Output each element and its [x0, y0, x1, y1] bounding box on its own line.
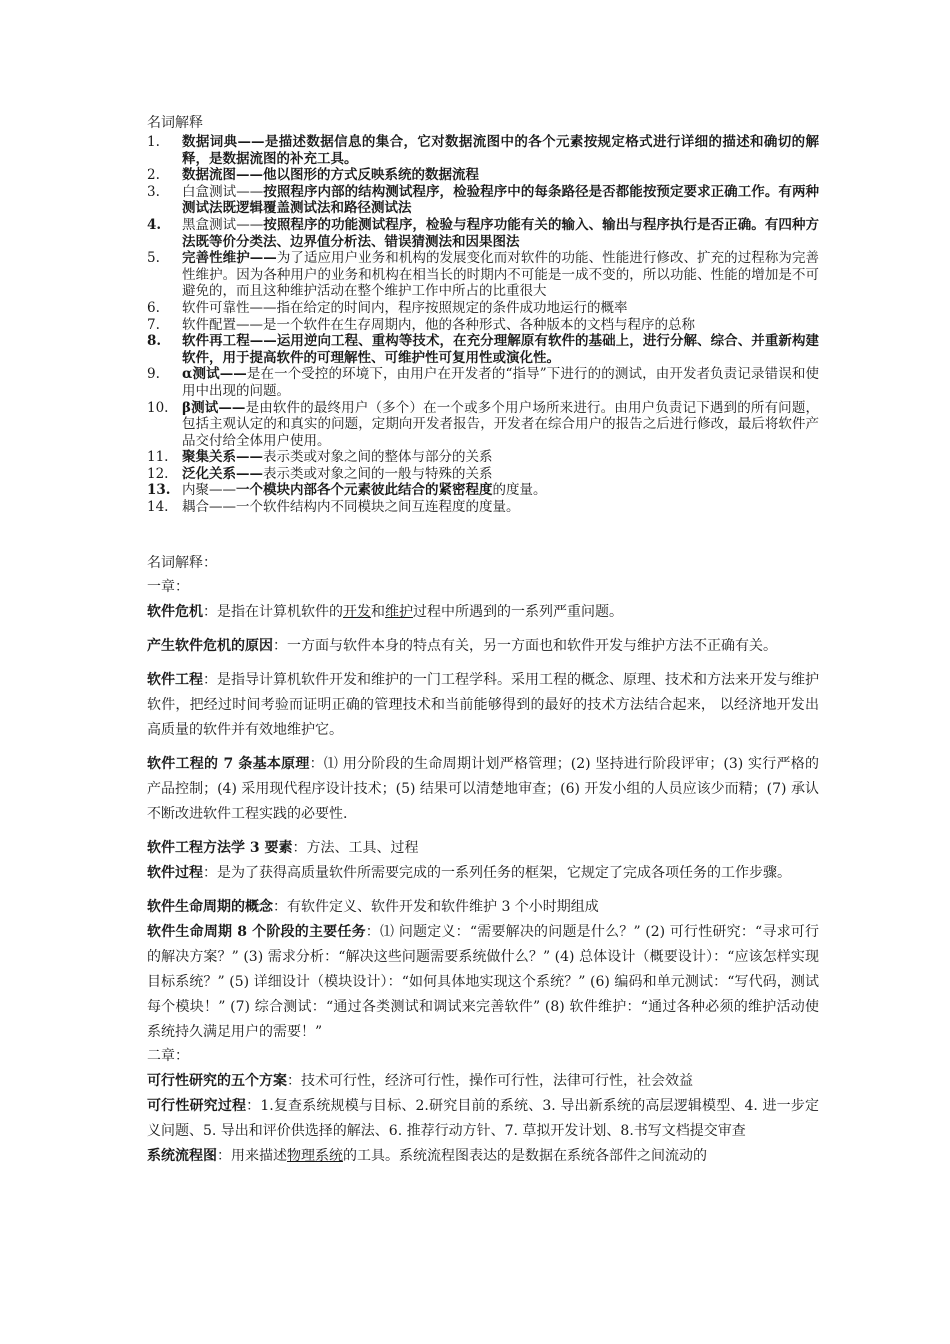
glossary-definition: 按照程序内部的结构测试程序，检验程序中的每条路径是否都能按预定要求正确工作。有两种测试法既逻辑覆盖测试法和路径测试法 — [182, 183, 820, 217]
glossary-item — [147, 333, 819, 366]
glossary-term: β测试—— — [182, 399, 246, 416]
glossary-term: 聚集关系—— — [182, 449, 263, 466]
item-number: 11. — [147, 449, 169, 466]
term-label: 软件危机 — [147, 604, 203, 620]
paragraph-text: ：⑴ 用分阶段的生命周期计划严格管理；(2) 坚持进行阶段评审；(3) 实行严格的产品控制；(4) 采用现代程序设计技术；(5) 结果可以清楚地审查；(6) 开发小组的人员应该少而精；(7) 承认不断改进软件工程实践的必要性. — [147, 756, 819, 822]
glossary-list — [147, 134, 819, 516]
chapter1-heading: 一章： — [147, 579, 189, 595]
glossary-term: 黑盒测试—— — [182, 216, 264, 233]
paragraph-methodology — [147, 836, 819, 861]
glossary-item — [147, 499, 819, 516]
paragraph-seven-principles — [147, 752, 819, 827]
link-develop[interactable]: 开发 — [343, 604, 371, 620]
term-label: 系统流程图 — [147, 1148, 217, 1164]
paragraph-feasibility-process — [147, 1094, 819, 1144]
link-physical-system[interactable]: 物理系统 — [287, 1148, 343, 1164]
paragraph-text: ：1.复查系统规模与目标、2.研究目前的系统、3. 导出新系统的高层逻辑模型、4. 进一步定义问题、5. 导出和评价供选择的解法、6. 推荐行动方针、7. 草拟开发计划、8.书写文档提交审查 — [147, 1098, 820, 1139]
glossary-item — [147, 466, 819, 483]
chapter-notes — [147, 555, 820, 1169]
paragraph-lifecycle-phases — [147, 920, 819, 1045]
glossary-definition: 指在给定的时间内，程序按照规定的条件成功地运行的概率 — [276, 299, 628, 316]
item-number: 6. — [147, 299, 160, 316]
glossary-term: 白盒测试—— — [182, 183, 264, 200]
glossary-definition: 是由软件的最终用户（多个）在一个或多个用户场所来进行。由用户负责记下遇到的所有问题，包括主观认定的和真实的问题，定期向开发者报告，开发者在综合用户的报告之后进行修改，最后将软件产品交付给全体用户使用。 — [182, 399, 819, 449]
item-number: 8. — [147, 333, 162, 350]
glossary-item — [147, 366, 819, 399]
item-number: 4. — [147, 216, 162, 233]
paragraph-software-engineering — [147, 668, 819, 743]
glossary-term: 泛化关系—— — [182, 465, 263, 482]
glossary-definition: 一个软件结构内不同模块之间互连程度的度量。 — [236, 499, 520, 516]
glossary-definition: 一个模块内部各个元素彼此结合的紧密程度 — [236, 482, 493, 499]
glossary-term: 耦合—— — [182, 499, 236, 516]
glossary-item — [147, 134, 819, 167]
glossary-term: 软件配置—— — [182, 316, 263, 333]
glossary-term: α测试—— — [182, 366, 247, 383]
term-label: 产生软件危机的原因 — [147, 638, 273, 654]
term-label: 可行性研究的五个方案 — [147, 1073, 287, 1089]
paragraph-software-crisis — [147, 600, 819, 625]
glossary-item — [147, 317, 819, 334]
glossary-definition-tail: 的度量。 — [492, 482, 547, 499]
item-number: 5. — [147, 250, 160, 267]
glossary-term: 内聚—— — [182, 482, 236, 499]
item-number: 12. — [147, 465, 169, 482]
paragraph-lifecycle — [147, 895, 819, 920]
glossary-title: 名词解释 — [147, 115, 203, 131]
term-label: 软件过程 — [147, 865, 203, 881]
paragraph-text: ：是指在计算机软件的 — [203, 604, 343, 620]
glossary-item — [147, 449, 819, 466]
glossary-term: 完善性维护—— — [182, 250, 277, 267]
glossary-term: 数据流图—— — [182, 167, 263, 184]
glossary-definition: 运用逆向工程、重构等技术，在充分理解原有软件的基础上，进行分解、综合、并重新构建软件，用于提高软件的可理解性、可维护性可复用性或演化性。 — [182, 333, 820, 366]
glossary-definition: 表示类或对象之间的一般与特殊的关系 — [263, 465, 493, 482]
glossary-item — [147, 217, 819, 250]
paragraph-crisis-causes — [147, 634, 819, 659]
term-label: 软件生命周期 8 个阶段的主要任务 — [147, 924, 366, 940]
paragraph-text: 过程中所遇到的一系列严重问题。 — [413, 604, 623, 620]
paragraph-text: ：方法、工具、过程 — [292, 840, 419, 856]
paragraph-text: ：是指导计算机软件开发和维护的一门工程学科。采用工程的概念、原理、技术和方法来开发与维护软件，把经过时间考验而证明正确的管理技术和当前能够得到的最好的技术方法结合起来， 以经济地开发出高质量的软件并有效地维护它。 — [147, 672, 819, 738]
paragraph-text: 和 — [371, 604, 385, 620]
item-number: 7. — [147, 316, 160, 333]
subtitle: 名词解释： — [147, 555, 217, 571]
chapter2-heading: 二章： — [147, 1048, 189, 1064]
term-label: 可行性研究过程 — [147, 1098, 247, 1114]
term-label: 软件工程的 7 条基本原理 — [147, 756, 310, 772]
paragraph-text: 的工具。系统流程图表达的是数据在系统各部件之间流动的 — [343, 1148, 707, 1164]
glossary-item — [147, 184, 819, 217]
paragraph-system-flowchart — [147, 1144, 819, 1169]
item-number: 13. — [147, 482, 171, 499]
glossary-definition: 是一个软件在生存周期内，他的各种形式、各种版本的文档与程序的总称 — [263, 316, 695, 333]
item-number: 3. — [147, 183, 160, 200]
glossary-definition: 他以图形的方式反映系统的数据流程 — [263, 167, 479, 184]
glossary-term: 软件可靠性—— — [182, 299, 277, 316]
glossary-item — [147, 400, 819, 450]
glossary-term: 数据词典—— — [182, 134, 265, 150]
item-number: 9. — [147, 366, 160, 383]
paragraph-software-process — [147, 861, 819, 886]
glossary-item — [147, 300, 819, 317]
paragraph-text: ：技术可行性，经济可行性，操作可行性，法律可行性，社会效益 — [287, 1073, 693, 1089]
link-maintain[interactable]: 维护 — [385, 604, 413, 620]
item-number: 1. — [147, 134, 160, 150]
paragraph-text: ：⑴ 问题定义：“需要解决的问题是什么？” (2) 可行性研究：“寻求可行的解决方案？” (3) 需求分析：“解决这些问题需要系统做什么？” (4) 总体设计（概要设计）：“应该怎样实现目标系统？” (5) 详细设计（模块设计）：“如何具体地实现这个系统？” (6) 编码和单元测试：“写代码，测试每个模块！” (7) 综合测试：“通过各类测试和调试来完善软件” (8) 软件维护：“通过各种必须的维护活动使系统持久满足用户的需要！” — [147, 924, 819, 1040]
paragraph-text: ：有软件定义、软件开发和软件维护 3 个小时期组成 — [273, 899, 599, 915]
paragraph-text: ：是为了获得高质量软件所需要完成的一系列任务的框架，它规定了完成各项任务的工作步骤。 — [203, 865, 791, 881]
item-number: 14. — [147, 499, 169, 516]
paragraph-text: ：用来描述 — [217, 1148, 287, 1164]
item-number: 2. — [147, 167, 160, 184]
item-number: 10. — [147, 399, 169, 416]
glossary-item — [147, 482, 819, 499]
paragraph-feasibility-schemes — [147, 1069, 819, 1094]
glossary-definition: 为了适应用户业务和机构的发展变化而对软件的功能、性能进行修改、扩充的过程称为完善性维护。因为各种用户的业务和机构在相当长的时期内不可能是一成不变的，所以功能、性能的增加是不可避免的，而且这种维护活动在整个维护工作中所占的比重很大 — [182, 250, 820, 300]
glossary-item — [147, 167, 819, 184]
glossary-definition: 按照程序的功能测试程序，检验与程序功能有关的输入、输出与程序执行是否正确。有四种方法既等价分类法、边界值分析法、错误猜测法和因果图法 — [182, 216, 820, 250]
glossary-definition: 是描述数据信息的集合，它对数据流图中的各个元素按规定格式进行详细的描述和确切的解释，是数据流图的补充工具。 — [182, 134, 820, 167]
glossary-item — [147, 250, 819, 300]
glossary-term: 软件再工程—— — [182, 333, 277, 350]
term-label: 软件工程 — [147, 672, 203, 688]
glossary-definition: 表示类或对象之间的整体与部分的关系 — [263, 449, 493, 466]
term-label: 软件工程方法学 3 要素 — [147, 840, 293, 856]
paragraph-text: ：一方面与软件本身的特点有关，另一方面也和软件开发与维护方法不正确有关。 — [273, 638, 777, 654]
glossary-definition: 是在一个受控的环境下，由用户在开发者的“指导”下进行的的测试，由开发者负责记录错误和使用中出现的问题。 — [182, 366, 819, 399]
term-label: 软件生命周期的概念 — [147, 899, 273, 915]
